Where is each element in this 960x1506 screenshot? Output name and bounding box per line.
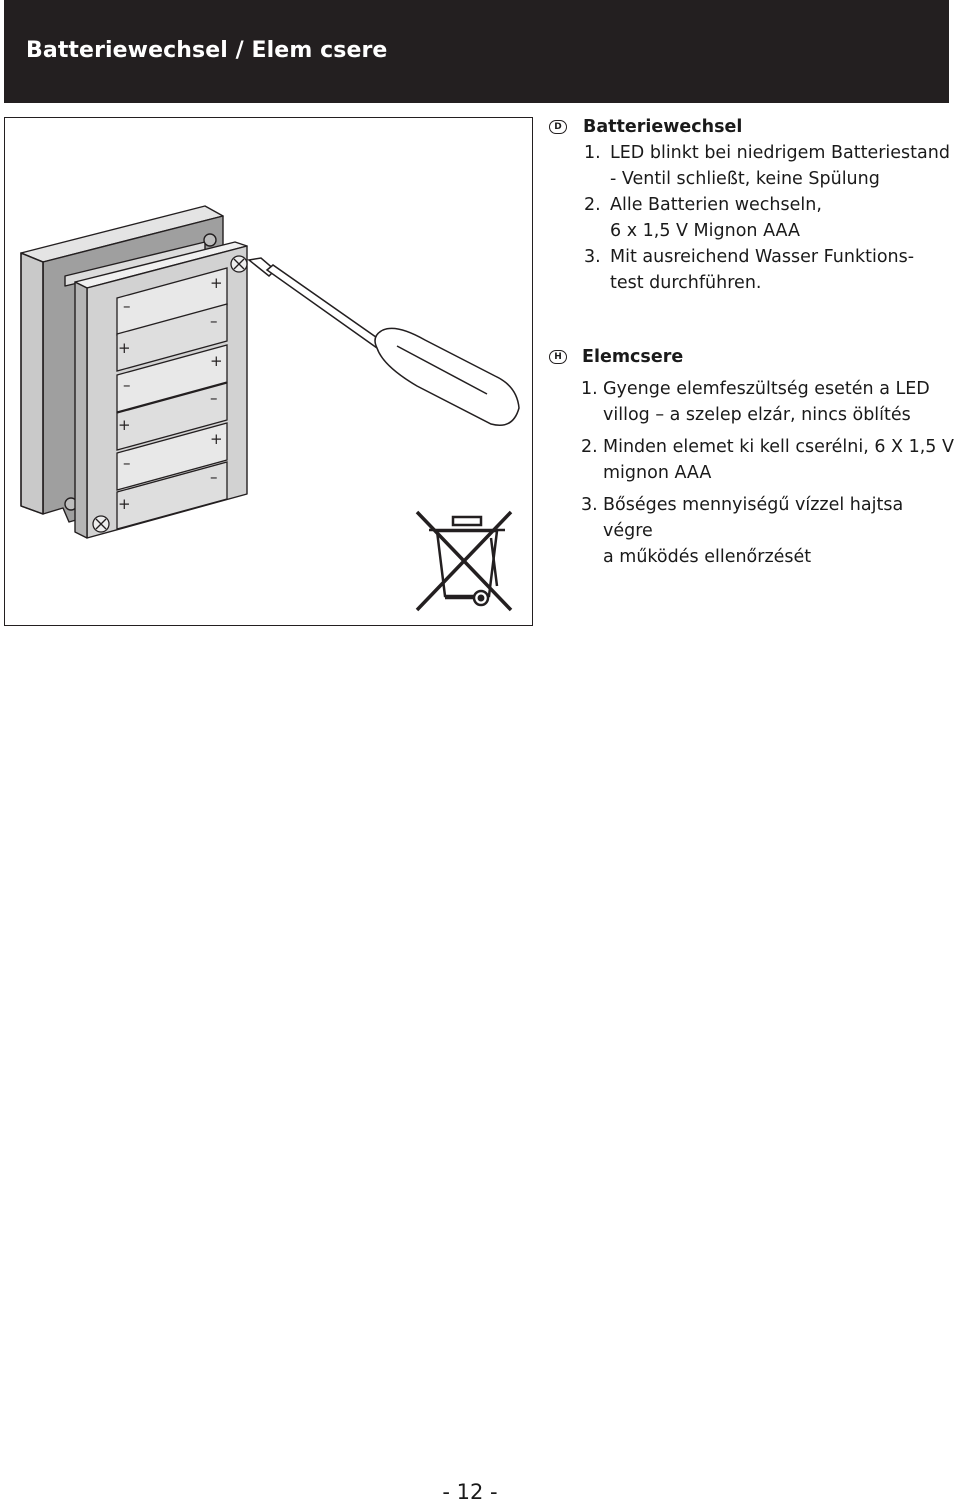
svg-text:–: – — [123, 297, 131, 315]
list-item: 1. Gyenge elemfeszültség esetén a LED villog – a szelep elzár, nincs öblítés — [549, 376, 957, 428]
screwdriver-icon — [249, 258, 519, 425]
svg-text:–: – — [123, 376, 131, 394]
hungarian-heading — [549, 344, 957, 370]
language-badge-icon: H — [549, 350, 567, 364]
item-line: a működés ellenőrzését — [603, 547, 812, 567]
svg-text:+: + — [118, 339, 131, 357]
item-line: mignon AAA — [603, 463, 712, 483]
svg-text:+: + — [210, 274, 223, 292]
item-line: test durchführen. — [610, 273, 762, 293]
item-line: Alle Batterien wechseln, — [610, 195, 822, 215]
list-item: 2. Alle Batterien wechseln, 6 x 1,5 V Mignon AAA — [549, 192, 954, 244]
list-item: 3. Bőséges mennyiségű vízzel hajtsa végre a működés ellenőrzését — [549, 492, 957, 570]
svg-text:–: – — [123, 454, 131, 472]
item-line: Minden elemet ki kell cserélni, 6 X 1,5 V — [603, 437, 954, 457]
battery-figure — [4, 117, 533, 626]
item-line: Bőséges mennyiségű vízzel hajtsa végre — [603, 495, 904, 541]
item-line: Gyenge elemfeszültség esetén a LED — [603, 379, 930, 399]
german-instructions — [549, 114, 954, 296]
crossed-out-wheelie-bin-icon — [417, 512, 511, 610]
hungarian-title: Elemcsere — [582, 347, 684, 367]
german-heading — [549, 114, 954, 140]
svg-text:+: + — [118, 495, 131, 513]
svg-text:–: – — [210, 312, 218, 330]
item-line: LED blinkt bei niedrigem Batteriestand — [610, 143, 950, 163]
item-line: - Ventil schließt, keine Spülung — [610, 169, 880, 189]
list-item: 1. LED blinkt bei niedrigem Batteriestand - Ventil schließt, keine Spülung — [549, 140, 954, 192]
list-item: 3. Mit ausreichend Wasser Funktions- test durchführen. — [549, 244, 954, 296]
item-line: villog – a szelep elzár, nincs öblítés — [603, 405, 911, 425]
list-item: 2. Minden elemet ki kell cserélni, 6 X 1,5 V mignon AAA — [549, 434, 957, 486]
battery-box-illustration — [5, 118, 534, 627]
svg-text:+: + — [210, 352, 223, 370]
hungarian-instructions — [549, 344, 957, 570]
svg-text:–: – — [210, 468, 218, 486]
svg-text:–: – — [210, 389, 218, 407]
page-header — [4, 0, 949, 103]
language-badge-icon: D — [549, 120, 567, 134]
item-line: Mit ausreichend Wasser Funktions- — [610, 247, 915, 267]
svg-text:+: + — [118, 416, 131, 434]
svg-text:+: + — [210, 430, 223, 448]
item-line: 6 x 1,5 V Mignon AAA — [610, 221, 800, 241]
page-title: Batteriewechsel / Elem csere — [26, 38, 388, 63]
page-number: - 12 - — [442, 1480, 498, 1504]
german-title: Batteriewechsel — [583, 117, 743, 137]
